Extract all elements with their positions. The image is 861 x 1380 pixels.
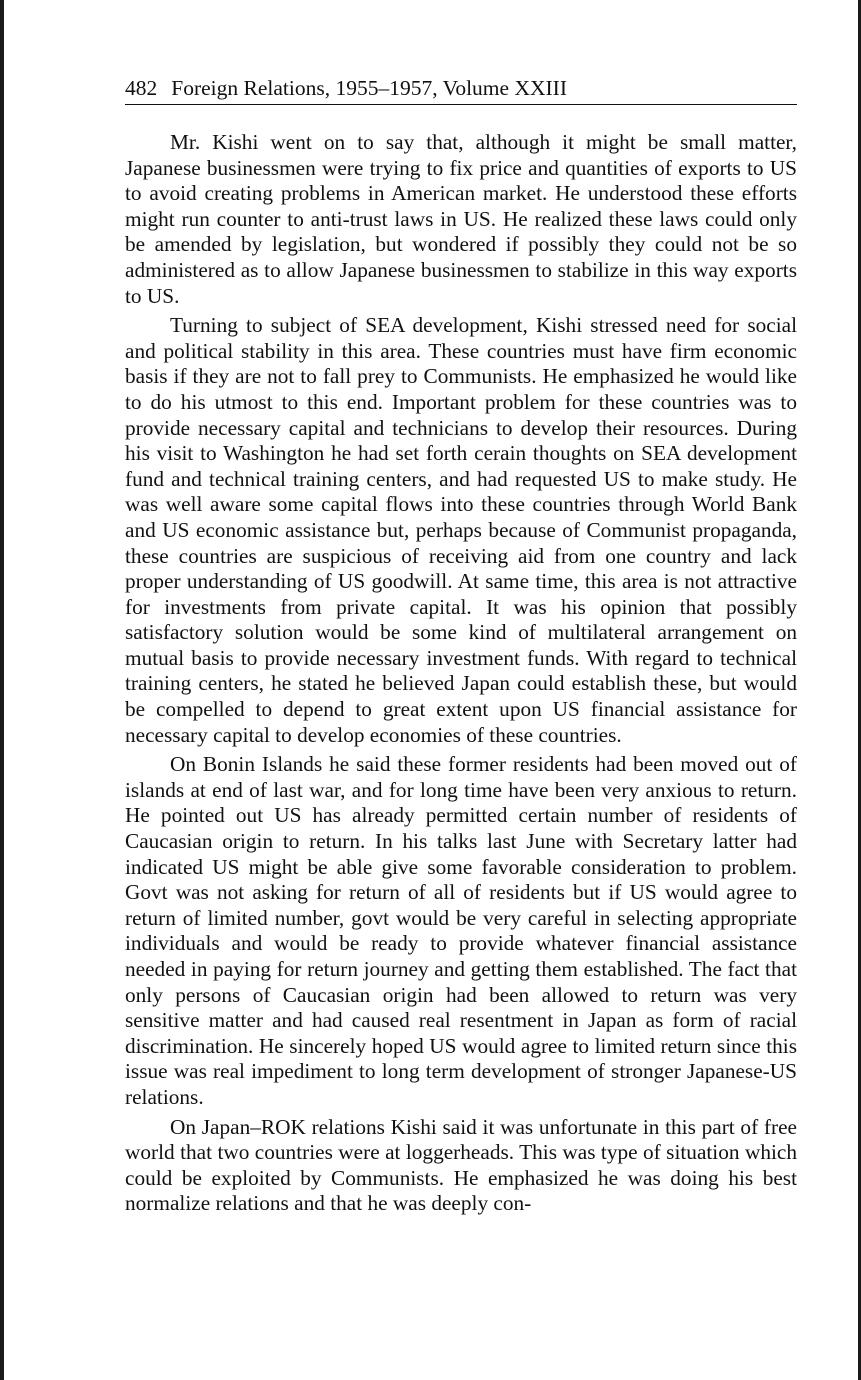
- paragraph-sea-development: Turning to subject of SEA development, Kishi stressed need for social and political stability in this area. These countries must have firm economic basis if they are not to fall prey to Communists. He emphasized he would like to do his utmost to this end. Important problem for these countries was to provide necessary capital and technicians to develop their resources. During his visit to Washington he had set forth cerain thoughts on SEA development fund and technical training centers, and had requested US to make study. He was well aware some capital flows into these countries through World Bank and US economic assistance but, perhaps because of Communist propaganda, these countries are suspicious of receiving aid from one country and lack proper understanding of US goodwill. At same time, this area is not attractive for investments from private capital. It was his opinion that possibly satisfactory solution would be some kind of multilateral arrangement on mutual basis to provide necessary investment funds. With regard to technical training centers, he stated he believed Japan could establish these, but would be compelled to depend to great extent upon US financial assistance for necessary capital to develop economies of these countries.: [125, 313, 797, 747]
- page-edge-left: [0, 0, 4, 1380]
- paragraph-bonin-islands: On Bonin Islands he said these former residents had been moved out of islands at end of last war, and for long time have been very anxious to return. He pointed out US has already permitted certain number of residents of Caucasian origin to return. In his talks last June with Secretary latter had indicated US might be able give some favorable consideration to problem. Govt was not asking for return of all of residents but if US would agree to return of limited number, govt would be very careful in selecting appropriate individuals and would be ready to provide whatever financial assistance needed in paying for return journey and getting them established. The fact that only persons of Caucasian origin had been allowed to return was very sensitive matter and had caused real resentment in Japan as form of racial discrimination. He sincerely hoped US would agree to limited return since this issue was real impediment to long term development of stronger Japanese-US relations.: [125, 752, 797, 1109]
- body-text: [125, 130, 797, 1221]
- running-title: Foreign Relations, 1955–1957, Volume XXIII: [171, 76, 567, 100]
- running-header: [125, 72, 797, 105]
- page-number: 482: [125, 76, 158, 100]
- paragraph-japan-rok: On Japan–ROK relations Kishi said it was unfortunate in this part of free world that two countries were at loggerheads. This was type of situation which could be exploited by Communists. He emphasized he was doing his best normalize relations and that he was deeply con-: [125, 1114, 797, 1216]
- paragraph-export-pricing: Mr. Kishi went on to say that, although it might be small matter, Japanese businessmen were trying to fix price and quantities of exports to US to avoid creating problems in American market. He understood these efforts might run counter to anti-trust laws in US. He realized these laws could only be amended by legislation, but wondered if possibly they could not be so administered as to allow Japanese businessmen to stabilize in this way exports to US.: [125, 130, 797, 308]
